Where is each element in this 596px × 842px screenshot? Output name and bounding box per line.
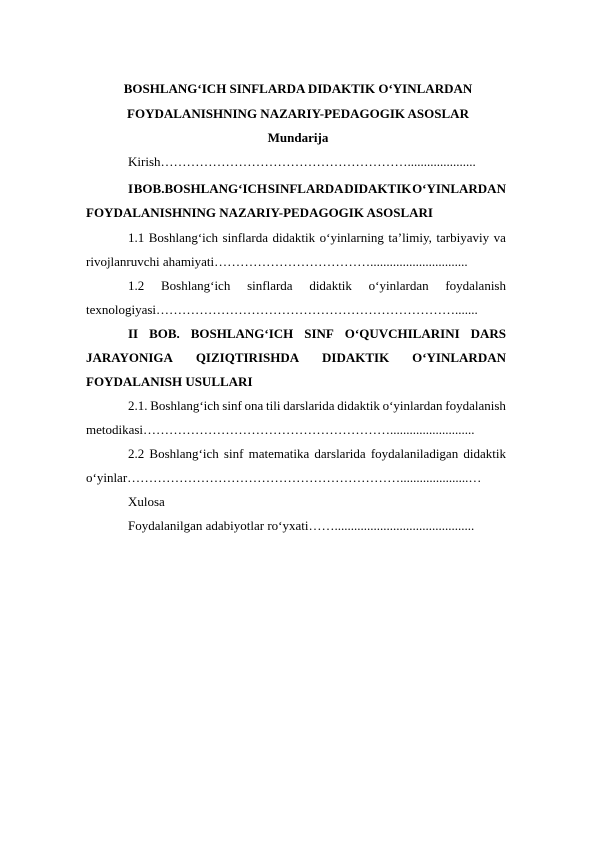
word: o‘yinlarning (319, 230, 384, 245)
toc-section-2-2-line-2[interactable]: o‘yinlar……………………………………………………….....................… (86, 470, 482, 485)
toc-chapter-2-line-2[interactable] (86, 350, 506, 366)
word: didaktik (309, 278, 352, 293)
word: didaktik (463, 446, 506, 461)
word: sinf (222, 398, 242, 413)
word: matematika (248, 446, 310, 461)
toc-intro[interactable]: Kirish…………………………………………………..................... (128, 154, 476, 169)
toc-chapter-2-line-1[interactable] (128, 326, 506, 342)
toc-references[interactable]: Foydalanilgan adabiyotlar ro‘yxati……........................................... (128, 518, 475, 533)
word: Boshlang‘ich (161, 278, 231, 293)
word: BOB.BOSHLANG‘ICH (133, 181, 268, 196)
word: DIDAKTIK (322, 350, 390, 365)
word: darslarida (314, 446, 366, 461)
word: BOSHLANG‘ICH (190, 326, 294, 341)
word: foydalanish (445, 398, 506, 413)
toc-conclusion[interactable]: Xulosa (128, 494, 165, 509)
word: foydalaniladigan (370, 446, 459, 461)
word: O‘YINLARDAN (412, 350, 506, 365)
word: ona (244, 398, 264, 413)
word: tili (266, 398, 281, 413)
toc-section-1-2-line-1[interactable] (128, 278, 506, 294)
word: DIDAKTIK (344, 181, 412, 196)
word: sinflarda (247, 278, 293, 293)
word: O‘QUVCHILARINI (344, 326, 460, 341)
contents-heading: Mundarija (267, 130, 329, 145)
word: va (493, 230, 506, 245)
word: QIZIQTIRISHDA (195, 350, 300, 365)
word: BOB. (149, 326, 180, 341)
word: foydalanish (445, 278, 506, 293)
word: tarbiyaviy (436, 230, 490, 245)
word: Boshlang‘ich (149, 446, 219, 461)
word: didaktik (337, 398, 380, 413)
word: 1.2 (128, 278, 145, 293)
title-line-2: FOYDALANISHNING NAZARIY-PEDAGOGIK ASOSLAR (127, 106, 469, 121)
word: darslarida (283, 398, 335, 413)
word: SINF (304, 326, 334, 341)
toc-chapter-1-line-1[interactable] (128, 181, 506, 197)
word: sinflarda (222, 230, 269, 245)
word: JARAYONIGA (86, 350, 173, 365)
word: Boshlang‘ich (148, 230, 219, 245)
word: sinf (223, 446, 244, 461)
toc-section-1-2-line-2[interactable]: texnologiyasi……………………………………………………………....... (86, 302, 478, 317)
word: o‘yinlardan (382, 398, 443, 413)
toc-section-2-1-line-2[interactable]: metodikasi………………………………………………….......................... (86, 422, 475, 437)
toc-section-1-1-line-1[interactable] (128, 230, 506, 246)
word: O‘YINLARDAN (412, 181, 506, 196)
word: 2.1. (128, 398, 148, 413)
word: Boshlang‘ich (150, 398, 220, 413)
word: II (128, 326, 139, 341)
word: ta’limiy, (388, 230, 432, 245)
title-line-1: BOSHLANG‘ICH SINFLARDA DIDAKTIK O‘YINLARDAN (123, 81, 473, 96)
toc-section-2-2-line-1[interactable] (128, 446, 506, 462)
word: o‘yinlardan (368, 278, 429, 293)
toc-chapter-1-line-2[interactable]: FOYDALANISHNING NAZARIY-PEDAGOGIK ASOSLARI (86, 205, 433, 220)
word: 1.1 (128, 230, 145, 245)
toc-section-1-1-line-2[interactable]: rivojlanruvchi ahamiyati……………………………….............................. (86, 254, 468, 269)
word: SINFLARDA (267, 181, 344, 196)
word: I (128, 181, 134, 196)
toc-section-2-1-line-1[interactable] (128, 398, 506, 414)
word: 2.2 (128, 446, 145, 461)
word: didaktik (272, 230, 316, 245)
word: DARS (470, 326, 506, 341)
toc-chapter-2-line-3[interactable]: FOYDALANISH USULLARI (86, 374, 253, 389)
